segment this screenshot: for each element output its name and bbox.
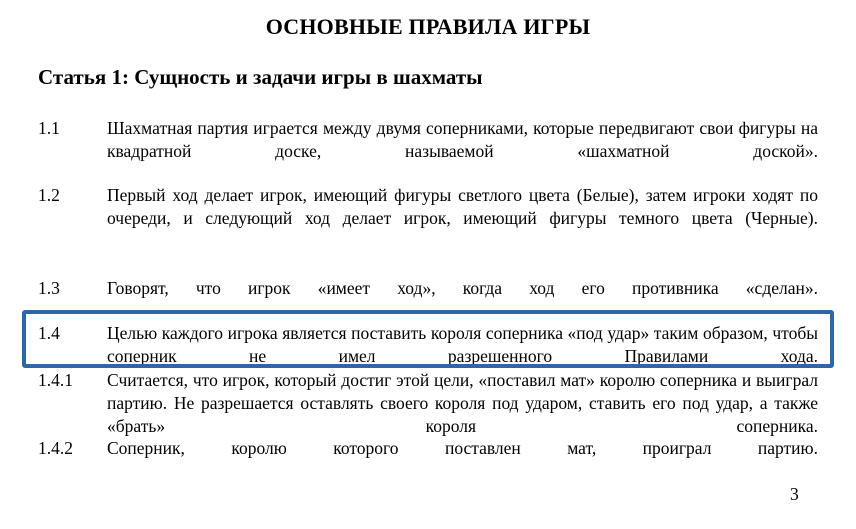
article-heading: Статья 1: Сущность и задачи игры в шахматы [38, 65, 483, 89]
rule-text: Первый ход делает игрок, имеющий фигуры светлого цвета (Белые), затем игроки ходят по очереди, и следующий ход делает игрок, имеющий фигуры темного цвета (Черные). [107, 185, 818, 228]
page-title: ОСНОВНЫЕ ПРАВИЛА ИГРЫ [265, 14, 591, 39]
rule-number: 1.4.2 [38, 438, 73, 458]
rule-text: Шахматная партия играется между двумя соперниками, которые передвигают свои фигуры на квадратной доске, называемой «шахматной доской». [107, 118, 818, 161]
page-number: 3 [790, 484, 799, 504]
rule-number: 1.4 [38, 323, 60, 343]
rule-text: Говорят, что игрок «имеет ход», когда ход его противника «сделан». [107, 278, 818, 298]
rule-text: Целью каждого игрока является поставить короля соперника «под удар» таким образом, чтобы соперник не имел разрешенного Правилами хода. [107, 323, 818, 366]
rule-text: Считается, что игрок, который достиг этой цели, «поставил мат» королю соперника и выиграл партию. Не разрешается оставлять своего короля под ударом, ставить его под удар, а также «брать» короля соперника. [107, 370, 818, 436]
rule-number: 1.1 [38, 118, 60, 138]
highlight-box [22, 310, 834, 368]
rule-text: Соперник, королю которого поставлен мат, проиграл партию. [107, 438, 818, 458]
rule-number: 1.3 [38, 278, 60, 298]
rule-number: 1.2 [38, 185, 60, 205]
rule-number: 1.4.1 [38, 370, 73, 390]
